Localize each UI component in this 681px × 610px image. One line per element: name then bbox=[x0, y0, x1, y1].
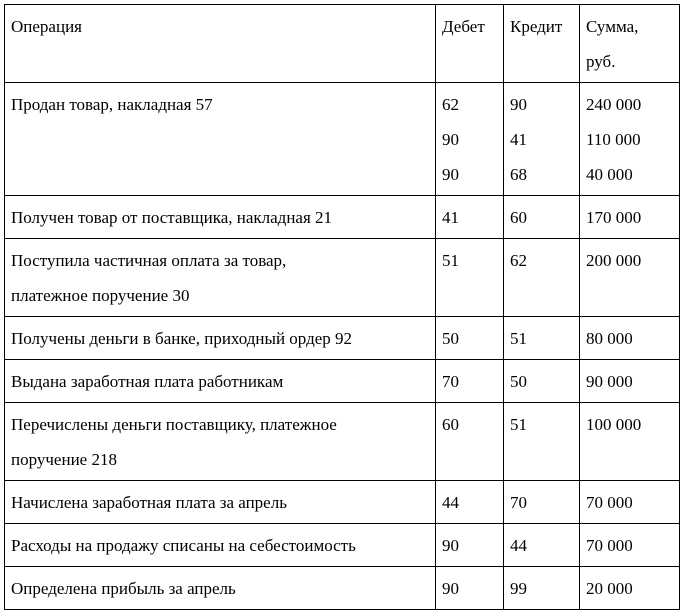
credit-cell bbox=[504, 567, 580, 610]
credit-cell bbox=[504, 403, 580, 481]
operation-cell bbox=[5, 317, 436, 360]
debit-cell bbox=[436, 567, 504, 610]
operation-cell-line: Получены деньги в банке, приходный ордер 92 bbox=[11, 329, 353, 348]
amount-cell-line: 70 000 bbox=[586, 536, 633, 555]
operation-cell bbox=[5, 567, 436, 610]
credit-cell-line: 99 bbox=[510, 579, 527, 598]
operation-cell-line: Поступила частичная оплата за товар, bbox=[11, 251, 287, 270]
operation-cell bbox=[5, 481, 436, 524]
amount-cell-line: 90 000 bbox=[586, 372, 633, 391]
debit-cell-line: 41 bbox=[442, 208, 459, 227]
amount-cell bbox=[580, 481, 680, 524]
amount-cell bbox=[580, 403, 680, 481]
debit-cell bbox=[436, 239, 504, 317]
amount-cell bbox=[580, 196, 680, 239]
credit-cell bbox=[504, 360, 580, 403]
debit-cell-line: 70 bbox=[442, 372, 459, 391]
operation-cell bbox=[5, 83, 436, 196]
debit-cell bbox=[436, 360, 504, 403]
debit-cell bbox=[436, 524, 504, 567]
amount-cell-line: 20 000 bbox=[586, 579, 633, 598]
debit-cell-line: 90 bbox=[442, 536, 459, 555]
debit-cell-line: 62 bbox=[442, 95, 459, 114]
operation-cell bbox=[5, 360, 436, 403]
operation-cell-line: Расходы на продажу списаны на себестоимость bbox=[11, 536, 356, 555]
operation-cell-line: Определена прибыль за апрель bbox=[11, 579, 236, 598]
credit-cell bbox=[504, 481, 580, 524]
debit-cell-line: 51 bbox=[442, 251, 459, 270]
operation-cell-line: Выдана заработная плата работникам bbox=[11, 372, 284, 391]
debit-cell-line: 90 bbox=[442, 130, 459, 149]
operation-cell-line: Перечислены деньги поставщику, платежное bbox=[11, 415, 337, 434]
accounting-entries-table bbox=[4, 4, 680, 610]
debit-cell bbox=[436, 196, 504, 239]
credit-cell bbox=[504, 524, 580, 567]
credit-cell-line: 51 bbox=[510, 415, 527, 434]
operation-cell bbox=[5, 403, 436, 481]
amount-cell-line: 110 000 bbox=[586, 130, 641, 149]
table-row bbox=[5, 83, 680, 196]
amount-cell-line: 240 000 bbox=[586, 95, 642, 114]
credit-cell-line: 44 bbox=[510, 536, 527, 555]
credit-cell-line: 50 bbox=[510, 372, 527, 391]
debit-cell bbox=[436, 481, 504, 524]
debit-cell-line: 44 bbox=[442, 493, 459, 512]
debit-cell-line: 90 bbox=[442, 165, 459, 184]
amount-cell-line: 200 000 bbox=[586, 251, 642, 270]
credit-cell-line: 70 bbox=[510, 493, 527, 512]
credit-cell-line: 62 bbox=[510, 251, 527, 270]
credit-cell bbox=[504, 239, 580, 317]
header-operation: Операция bbox=[5, 5, 436, 83]
amount-cell-line: 70 000 bbox=[586, 493, 633, 512]
amount-cell-line: 100 000 bbox=[586, 415, 642, 434]
table-body bbox=[5, 83, 680, 610]
header-debit: Дебет bbox=[436, 5, 504, 83]
debit-cell bbox=[436, 317, 504, 360]
table-row bbox=[5, 317, 680, 360]
debit-cell-line: 50 bbox=[442, 329, 459, 348]
table-row bbox=[5, 360, 680, 403]
credit-cell-line: 51 bbox=[510, 329, 527, 348]
table-row bbox=[5, 196, 680, 239]
debit-cell-line: 60 bbox=[442, 415, 459, 434]
credit-cell-line: 60 bbox=[510, 208, 527, 227]
amount-cell-line: 80 000 bbox=[586, 329, 633, 348]
table-row bbox=[5, 567, 680, 610]
debit-cell bbox=[436, 83, 504, 196]
accounting-entries-table-wrapper bbox=[4, 4, 680, 610]
operation-cell bbox=[5, 196, 436, 239]
table-row bbox=[5, 239, 680, 317]
operation-cell-line: Получен товар от поставщика, накладная 21 bbox=[11, 208, 333, 227]
amount-cell-line: 40 000 bbox=[586, 165, 633, 184]
table-row bbox=[5, 524, 680, 567]
header-row bbox=[5, 5, 680, 83]
amount-cell bbox=[580, 317, 680, 360]
amount-cell-line: 170 000 bbox=[586, 208, 642, 227]
header-amount-line-2: руб. bbox=[586, 52, 616, 71]
table-row bbox=[5, 481, 680, 524]
credit-cell bbox=[504, 83, 580, 196]
amount-cell bbox=[580, 524, 680, 567]
operation-cell bbox=[5, 524, 436, 567]
operation-cell-line: Начислена заработная плата за апрель bbox=[11, 493, 287, 512]
header-credit: Кредит bbox=[504, 5, 580, 83]
operation-cell bbox=[5, 239, 436, 317]
operation-cell-line: поручение 218 bbox=[11, 450, 117, 469]
table-row bbox=[5, 403, 680, 481]
credit-cell-line: 68 bbox=[510, 165, 527, 184]
amount-cell bbox=[580, 360, 680, 403]
credit-cell bbox=[504, 317, 580, 360]
amount-cell bbox=[580, 83, 680, 196]
debit-cell-line: 90 bbox=[442, 579, 459, 598]
header-amount-line-1: Сумма, bbox=[586, 17, 639, 36]
operation-cell-line: платежное поручение 30 bbox=[11, 286, 190, 305]
operation-cell-line: Продан товар, накладная 57 bbox=[11, 95, 213, 114]
amount-cell bbox=[580, 567, 680, 610]
debit-cell bbox=[436, 403, 504, 481]
header-amount bbox=[580, 5, 680, 83]
credit-cell-line: 41 bbox=[510, 130, 527, 149]
credit-cell bbox=[504, 196, 580, 239]
credit-cell-line: 90 bbox=[510, 95, 527, 114]
amount-cell bbox=[580, 239, 680, 317]
